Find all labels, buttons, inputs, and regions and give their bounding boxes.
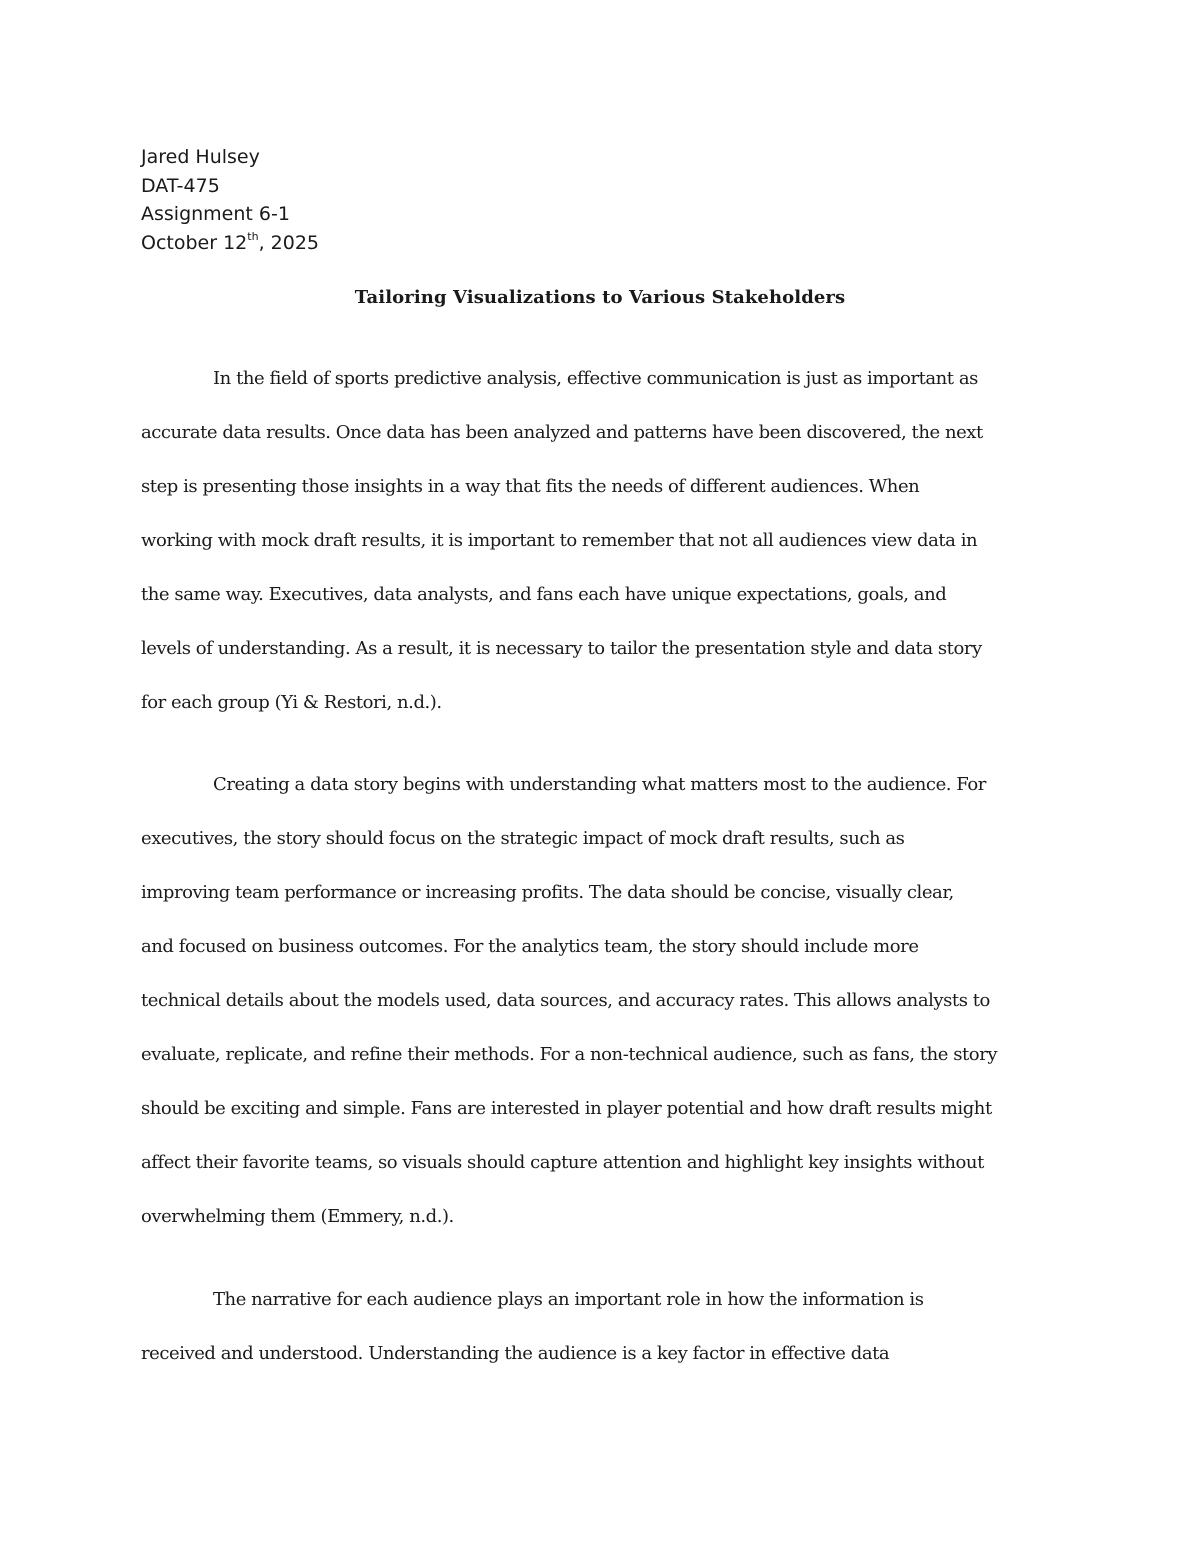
date-year: , 2025 (258, 231, 319, 254)
text-line: working with mock draft results, it is important to remember that not all audiences view data in (141, 530, 978, 551)
text-line: the same way. Executives, data analysts, and fans each have unique expectations, goals, and (141, 584, 947, 605)
text-line: should be exciting and simple. Fans are interested in player potential and how draft results might (141, 1098, 992, 1119)
text-line: The narrative for each audience plays an important role in how the information is (213, 1289, 924, 1310)
document-title: Tailoring Visualizations to Various Stakeholders (354, 287, 846, 308)
text-line: In the field of sports predictive analysis, effective communication is just as important as (213, 368, 978, 389)
course-code: DAT-475 (141, 174, 220, 197)
text-line: overwhelming them (Emmery, n.d.). (141, 1206, 454, 1227)
text-line: for each group (Yi & Restori, n.d.). (141, 692, 442, 713)
text-line: accurate data results. Once data has been analyzed and patterns have been discovered, the next (141, 422, 983, 443)
text-line: received and understood. Understanding the audience is a key factor in effective data (141, 1343, 890, 1364)
document-header (141, 143, 319, 257)
text-line: step is presenting those insights in a way that fits the needs of different audiences. When (141, 476, 920, 497)
text-line: executives, the story should focus on the strategic impact of mock draft results, such as (141, 828, 905, 849)
date-ordinal-suffix: th (247, 230, 259, 244)
text-line: Creating a data story begins with understanding what matters most to the audience. For (213, 774, 986, 795)
text-line: technical details about the models used, data sources, and accuracy rates. This allows analysts to (141, 990, 990, 1011)
assignment-label: Assignment 6-1 (141, 203, 290, 225)
submission-date (141, 229, 319, 258)
date-month-day: October 12 (141, 231, 248, 254)
text-line: evaluate, replicate, and refine their methods. For a non-technical audience, such as fans, the story (141, 1044, 998, 1065)
text-line: levels of understanding. As a result, it is necessary to tailor the presentation style and data story (141, 638, 982, 659)
text-line: improving team performance or increasing profits. The data should be concise, visually clear, (141, 882, 954, 903)
author-name: Jared Hulsey (141, 146, 260, 168)
text-line: and focused on business outcomes. For the analytics team, the story should include more (141, 936, 919, 957)
text-line: affect their favorite teams, so visuals should capture attention and highlight key insights without (141, 1152, 984, 1173)
